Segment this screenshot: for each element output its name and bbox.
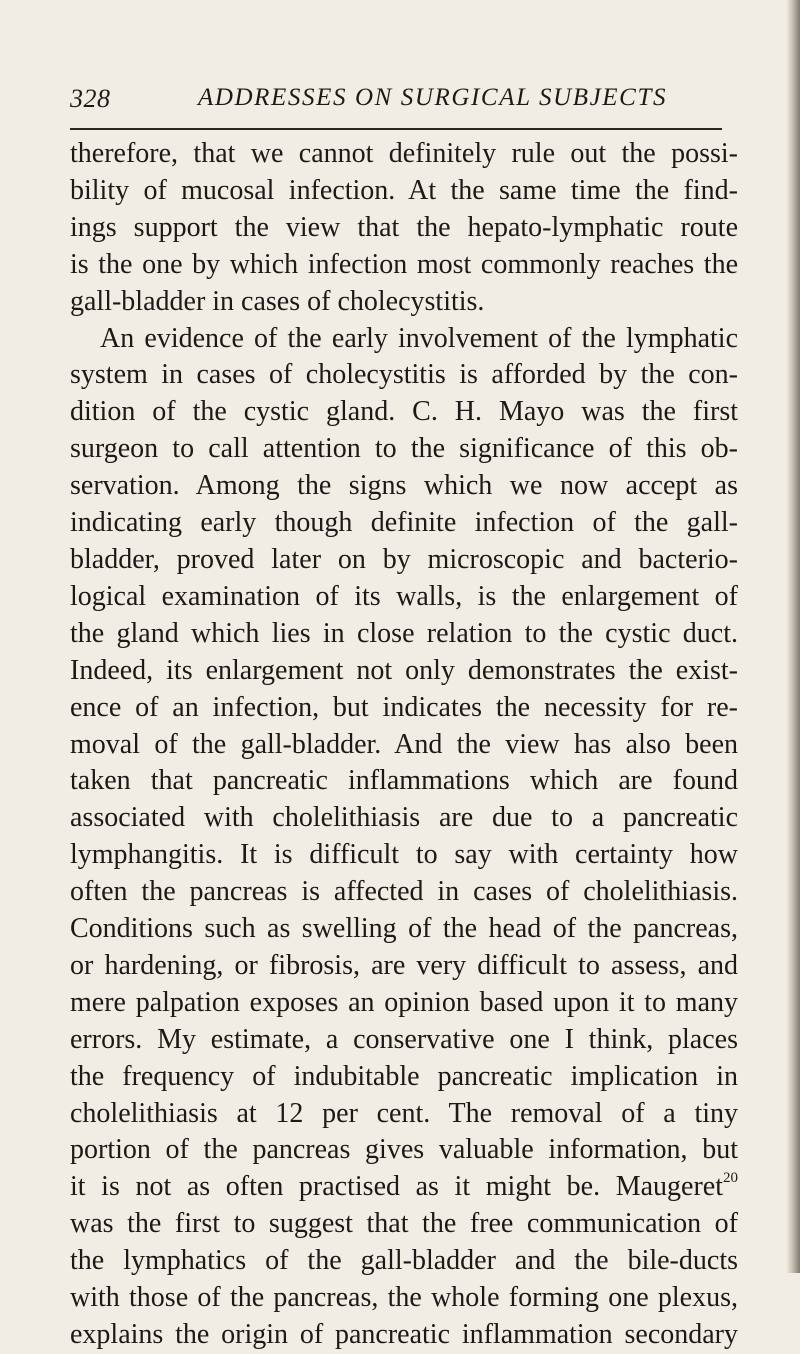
text-line: associated with cholelithiasis are due to a pancreatic <box>70 802 738 834</box>
text-line: An evidence of the early involvement of the lymphatic <box>100 322 738 354</box>
text-line: ence of an infection, but indicates the necessity for re- <box>70 691 738 723</box>
text-line: was the first to suggest that the free communication of <box>70 1208 738 1240</box>
text-line: surgeon to call attention to the significance of this ob- <box>70 433 738 465</box>
text-line: the lymphatics of the gall-bladder and the bile-ducts <box>70 1245 738 1277</box>
text-line: gall-bladder in cases of cholecystitis. <box>70 285 485 317</box>
text-line: indicating early though definite infection of the gall- <box>70 507 738 539</box>
header-rule <box>70 128 722 130</box>
body-text <box>70 136 738 1354</box>
text-line: explains the origin of pancreatic inflammation secondary <box>70 1319 738 1350</box>
text-line: bladder, proved later on by microscopic and bacterio- <box>70 543 738 575</box>
text-line: or hardening, or fibrosis, are very difficult to assess, and <box>70 949 738 981</box>
text-line: Conditions such as swelling of the head of the pancreas, <box>70 913 738 945</box>
text-line: system in cases of cholecystitis is afforded by the con- <box>70 359 738 391</box>
text-line: errors. My estimate, a conservative one I think, places <box>70 1023 738 1055</box>
text-line: portion of the pancreas gives valuable information, but <box>70 1134 738 1166</box>
text-line: taken that pancreatic inflammations which are found <box>70 765 738 797</box>
text-segment: it is not as often practised as it might be. Maugeret <box>70 1171 723 1203</box>
text-line: cholelithiasis at 12 per cent. The removal of a tiny <box>70 1097 738 1129</box>
footnote-reference: 20 <box>723 1170 738 1187</box>
text-line: lymphangitis. It is difficult to say with certainty how <box>70 839 738 871</box>
text-line: ings support the view that the hepato-lymphatic route <box>70 211 738 243</box>
text-line-with-footnote <box>70 1169 738 1206</box>
running-head: ADDRESSES ON SURGICAL SUBJECTS <box>198 84 668 111</box>
text-line: logical examination of its walls, is the enlargement of <box>70 580 738 612</box>
page-number: 328 <box>70 84 111 113</box>
text-line: mere palpation exposes an opinion based upon it to many <box>70 986 738 1018</box>
text-line: Indeed, its enlargement not only demonstrates the exist- <box>70 654 738 686</box>
text-line: the gland which lies in close relation to the cystic duct. <box>70 617 738 649</box>
text-line: moval of the gall-bladder. And the view has also been <box>70 728 738 760</box>
text-line: the frequency of indubitable pancreatic implication in <box>70 1060 738 1092</box>
text-line: often the pancreas is affected in cases of cholelithiasis. <box>70 876 738 908</box>
text-line: is the one by which infection most commonly reaches the <box>70 248 738 280</box>
page-edge-shadow <box>786 0 800 1273</box>
page-header <box>70 84 730 124</box>
text-line: therefore, that we cannot definitely rule out the possi- <box>70 138 738 169</box>
text-line: dition of the cystic gland. C. H. Mayo was the first <box>70 396 738 428</box>
text-line: servation. Among the signs which we now accept as <box>70 470 738 502</box>
text-line: with those of the pancreas, the whole forming one plexus, <box>70 1282 738 1314</box>
text-line: bility of mucosal infection. At the same time the find- <box>70 174 738 206</box>
